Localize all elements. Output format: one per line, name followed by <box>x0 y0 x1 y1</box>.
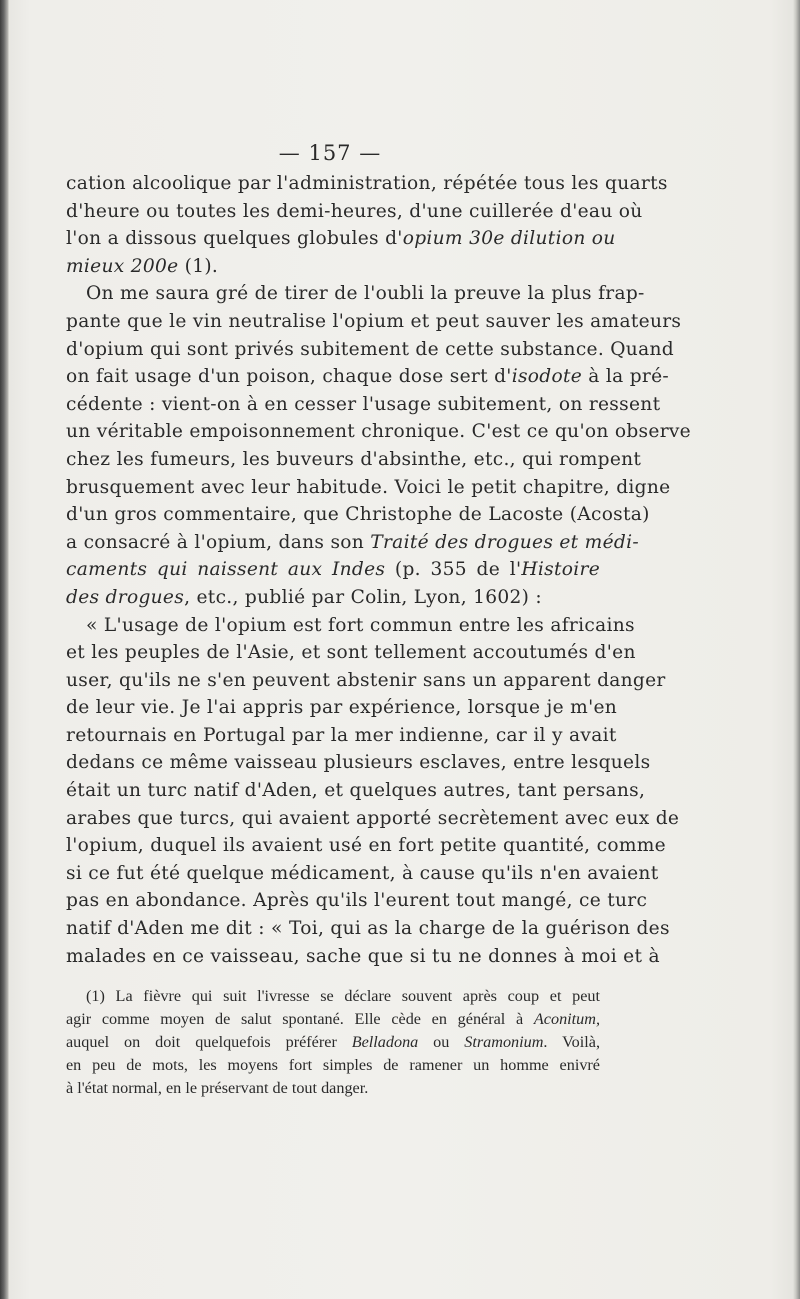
text-line <box>66 225 616 253</box>
italic-run: Histoire <box>521 559 600 581</box>
text-line: user, qu'ils ne s'en peuvent abstenir sans un apparent danger <box>66 669 666 691</box>
text-line: natif d'Aden me dit : « Toi, qui as la charge de la guérison des <box>66 918 670 940</box>
italic-run: Aconitum, <box>533 1010 600 1028</box>
text-line: était un turc natif d'Aden, et quelques autres, tant persans, <box>66 780 646 802</box>
italic-run: isodote <box>511 366 583 388</box>
text-line: malades en ce vaisseau, sache que si tu ne donnes à moi et à <box>66 945 660 967</box>
italic-run: opium 30e dilution ou <box>402 228 616 250</box>
footnote-line: en peu de mots, les moyens fort simples de ramener un homme enivré <box>66 1056 600 1074</box>
page-left-edge <box>0 0 9 1299</box>
text-line: cédente : vient-on à en cesser l'usage subitement, on ressent <box>66 393 661 415</box>
text-line: et les peuples de l'Asie, et sont tellement accoutumés d'en <box>66 642 636 664</box>
text-line: pante que le vin neutralise l'opium et peut sauver les amateurs <box>66 310 682 332</box>
text-run: auquel on doit quelquefois préférer <box>66 1033 352 1051</box>
text-run: . Voilà, <box>543 1033 600 1051</box>
text-run: (1). <box>178 255 219 277</box>
text-line: brusquement avec leur habitude. Voici le petit chapitre, digne <box>66 476 671 498</box>
text-line: cation alcoolique par l'administration, répétée tous les quarts <box>66 173 668 194</box>
text-line: On me saura gré de tirer de l'oubli la preuve la plus frap- <box>86 283 645 305</box>
text-line: arabes que turcs, qui avaient apporté secrètement avec eux de <box>66 807 680 829</box>
text-line: d'un gros commentaire, que Christophe de Lacoste (Acosta) <box>66 504 650 526</box>
page-right-edge <box>793 0 800 1299</box>
italic-run: Belladona <box>351 1033 419 1051</box>
footnote-line <box>66 1031 600 1054</box>
text-line <box>66 584 600 612</box>
page-number: — 157 — <box>278 141 382 165</box>
text-line <box>66 363 669 391</box>
text-run: ou <box>418 1033 465 1051</box>
italic-run: mieux 200e <box>66 255 179 277</box>
text-line <box>66 556 600 584</box>
italic-run: Traité des drogues et médi- <box>370 531 639 553</box>
footnote-line <box>66 1008 600 1031</box>
text-line: l'opium, duquel ils avaient usé en fort petite quantité, comme <box>66 835 666 857</box>
text-run: (p. 355 de l' <box>385 559 522 581</box>
text-line <box>66 529 639 557</box>
text-run: , etc., publié par Colin, Lyon, 1602) : <box>184 586 542 608</box>
text-run: l'on a dissous quelques globules d' <box>66 228 403 250</box>
italic-run: Stramonium <box>464 1033 544 1051</box>
body-text <box>66 170 691 970</box>
italic-run: des drogues <box>66 586 185 608</box>
footnote <box>66 985 600 1100</box>
text-run: a consacré à l'opium, dans son <box>66 531 371 553</box>
text-line: « L'usage de l'opium est fort commun entre les africains <box>86 614 635 636</box>
text-line: de leur vie. Je l'ai appris par expérience, lorsque je m'en <box>66 697 618 719</box>
text-line: si ce fut été quelque médicament, à cause qu'ils n'en avaient <box>66 862 659 884</box>
text-line: dedans ce même vaisseau plusieurs esclaves, entre lesquels <box>66 752 651 774</box>
italic-run: caments qui naissent aux Indes <box>66 559 386 581</box>
text-line: d'heure ou toutes les demi-heures, d'une cuillerée d'eau où <box>66 200 643 222</box>
footnote-line: (1) La fièvre qui suit l'ivresse se déclare souvent après coup et peut <box>86 987 600 1005</box>
footnote-line: à l'état normal, en le préservant de tout danger. <box>66 1079 369 1097</box>
text-line: un véritable empoisonnement chronique. C'est ce qu'on observe <box>66 421 691 443</box>
text-line: retournais en Portugal par la mer indienne, car il y avait <box>66 724 617 746</box>
text-run: on fait usage d'un poison, chaque dose sert d' <box>66 366 512 388</box>
text-line <box>66 253 600 281</box>
text-run: agir comme moyen de salut spontané. Elle cède en général à <box>66 1010 534 1028</box>
text-line: chez les fumeurs, les buveurs d'absinthe, etc., qui rompent <box>66 448 642 470</box>
text-run: à la pré- <box>582 366 669 388</box>
text-line: d'opium qui sont privés subitement de cette substance. Quand <box>66 338 674 360</box>
text-line: pas en abondance. Après qu'ils l'eurent tout mangé, ce turc <box>66 890 648 912</box>
